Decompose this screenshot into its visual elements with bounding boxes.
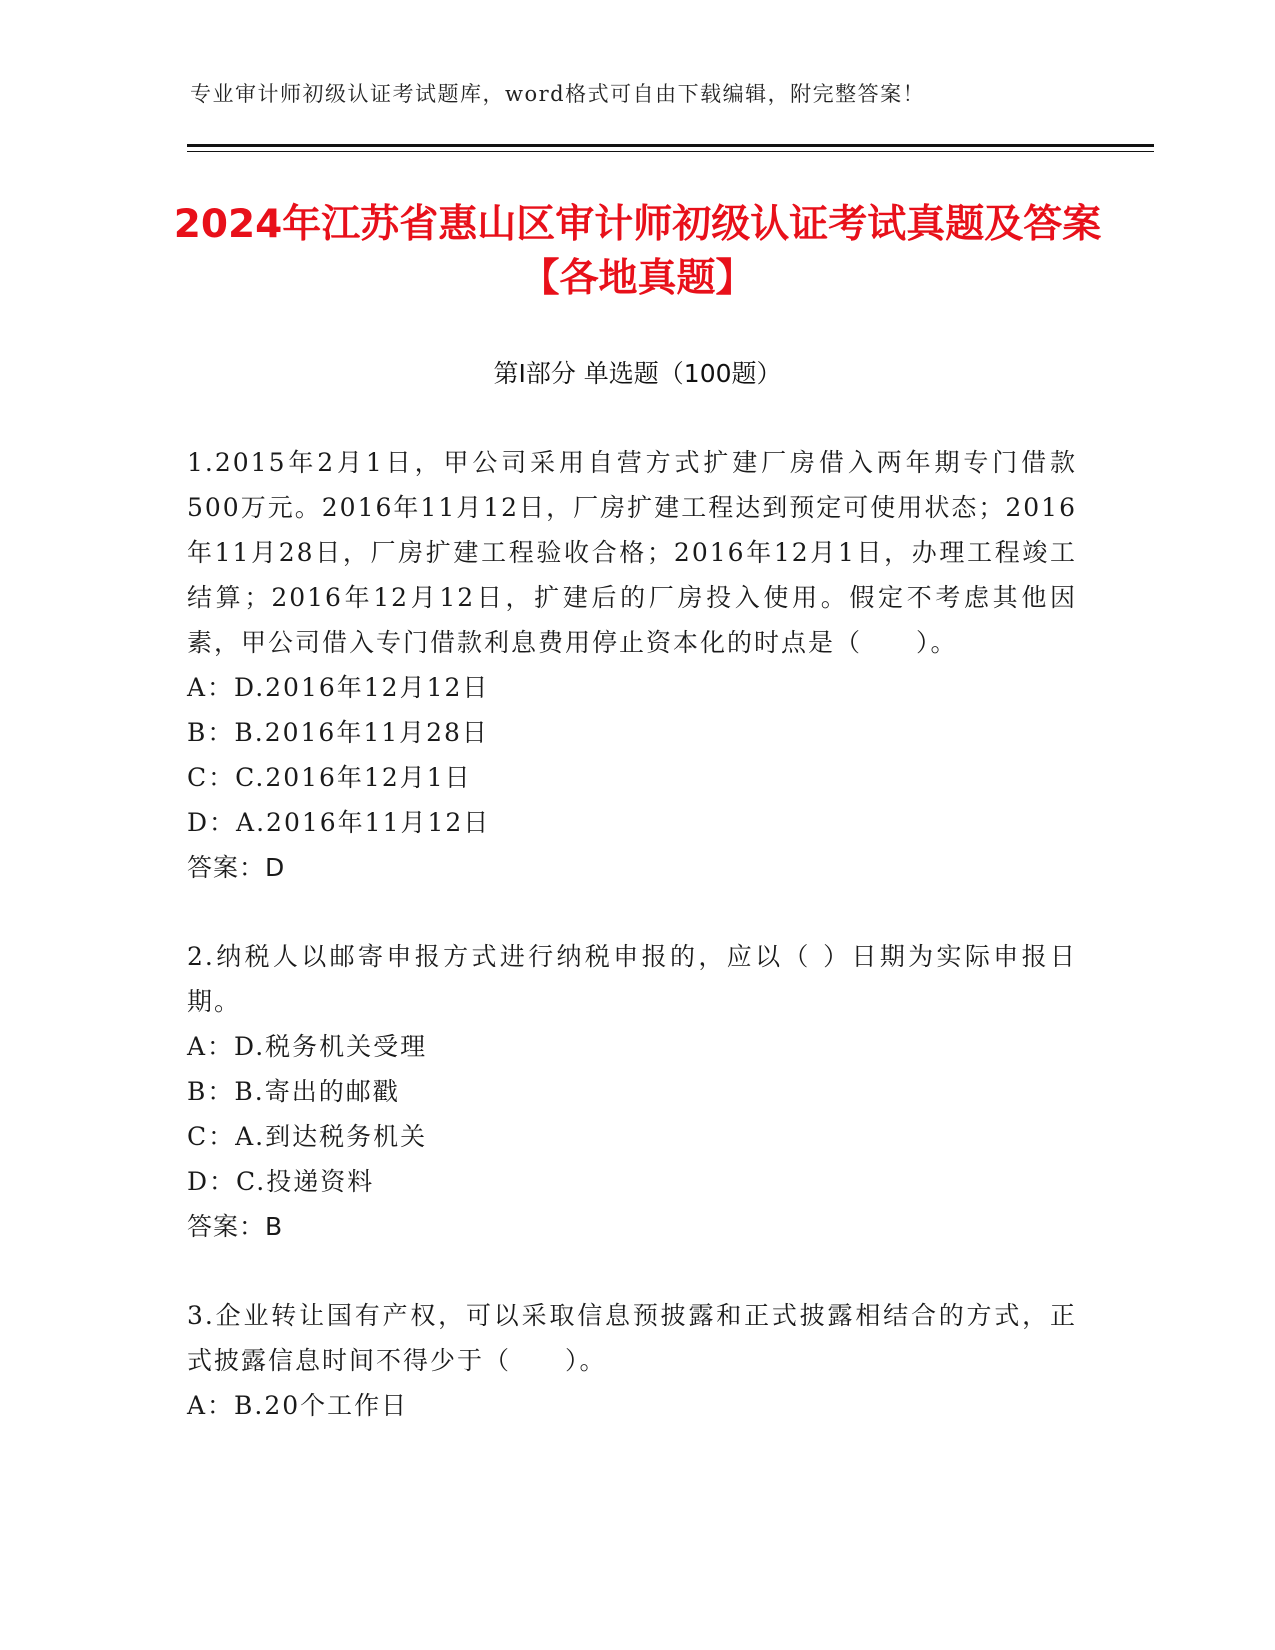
question-2 bbox=[187, 934, 1077, 1249]
answer: 答案：B bbox=[187, 1212, 284, 1241]
option-a: A：D.税务机关受理 bbox=[187, 1032, 428, 1061]
section-title: 第Ⅰ部分 单选题（100题） bbox=[493, 359, 782, 388]
option-a: A：B.20个工作日 bbox=[187, 1391, 409, 1420]
header-rule-thin bbox=[187, 151, 1154, 152]
option-b: B：B.2016年11月28日 bbox=[187, 718, 489, 747]
question-list bbox=[187, 440, 1077, 1428]
option-c: C：C.2016年12月1日 bbox=[187, 763, 472, 792]
option-c: C：A.到达税务机关 bbox=[187, 1122, 428, 1151]
option-b: B：B.寄出的邮戳 bbox=[187, 1077, 400, 1106]
option-d: D：A.2016年11月12日 bbox=[187, 808, 491, 837]
option-d: D：C.投递资料 bbox=[187, 1167, 375, 1196]
header-rule-thick bbox=[187, 144, 1154, 147]
question-3 bbox=[187, 1293, 1077, 1428]
answer: 答案：D bbox=[187, 853, 286, 882]
header-note: 专业审计师初级认证考试题库，word格式可自由下载编辑，附完整答案！ bbox=[190, 82, 926, 106]
question-stem: 3.企业转让国有产权，可以采取信息预披露和正式披露相结合的方式，正式披露信息时间不得少于（ ）。 bbox=[187, 1301, 1077, 1375]
question-1 bbox=[187, 440, 1077, 890]
option-a: A：D.2016年12月12日 bbox=[187, 673, 490, 702]
question-stem: 1.2015年2月1日，甲公司采用自营方式扩建厂房借入两年期专门借款500万元。2016年11月12日，厂房扩建工程达到预定可使用状态；2016年11月28日，厂房扩建工程验收合格；2016年12月1日，办理工程竣工结算；2016年12月12日，扩建后的厂房投入使用。假定不考虑其他因素，甲公司借入专门借款利息费用停止资本化的时点是（ ）。 bbox=[187, 448, 1077, 657]
question-stem: 2.纳税人以邮寄申报方式进行纳税申报的，应以（ ）日期为实际申报日期。 bbox=[187, 942, 1077, 1016]
document-title: 2024年江苏省惠山区审计师初级认证考试真题及答案【各地真题】 bbox=[173, 202, 1102, 301]
